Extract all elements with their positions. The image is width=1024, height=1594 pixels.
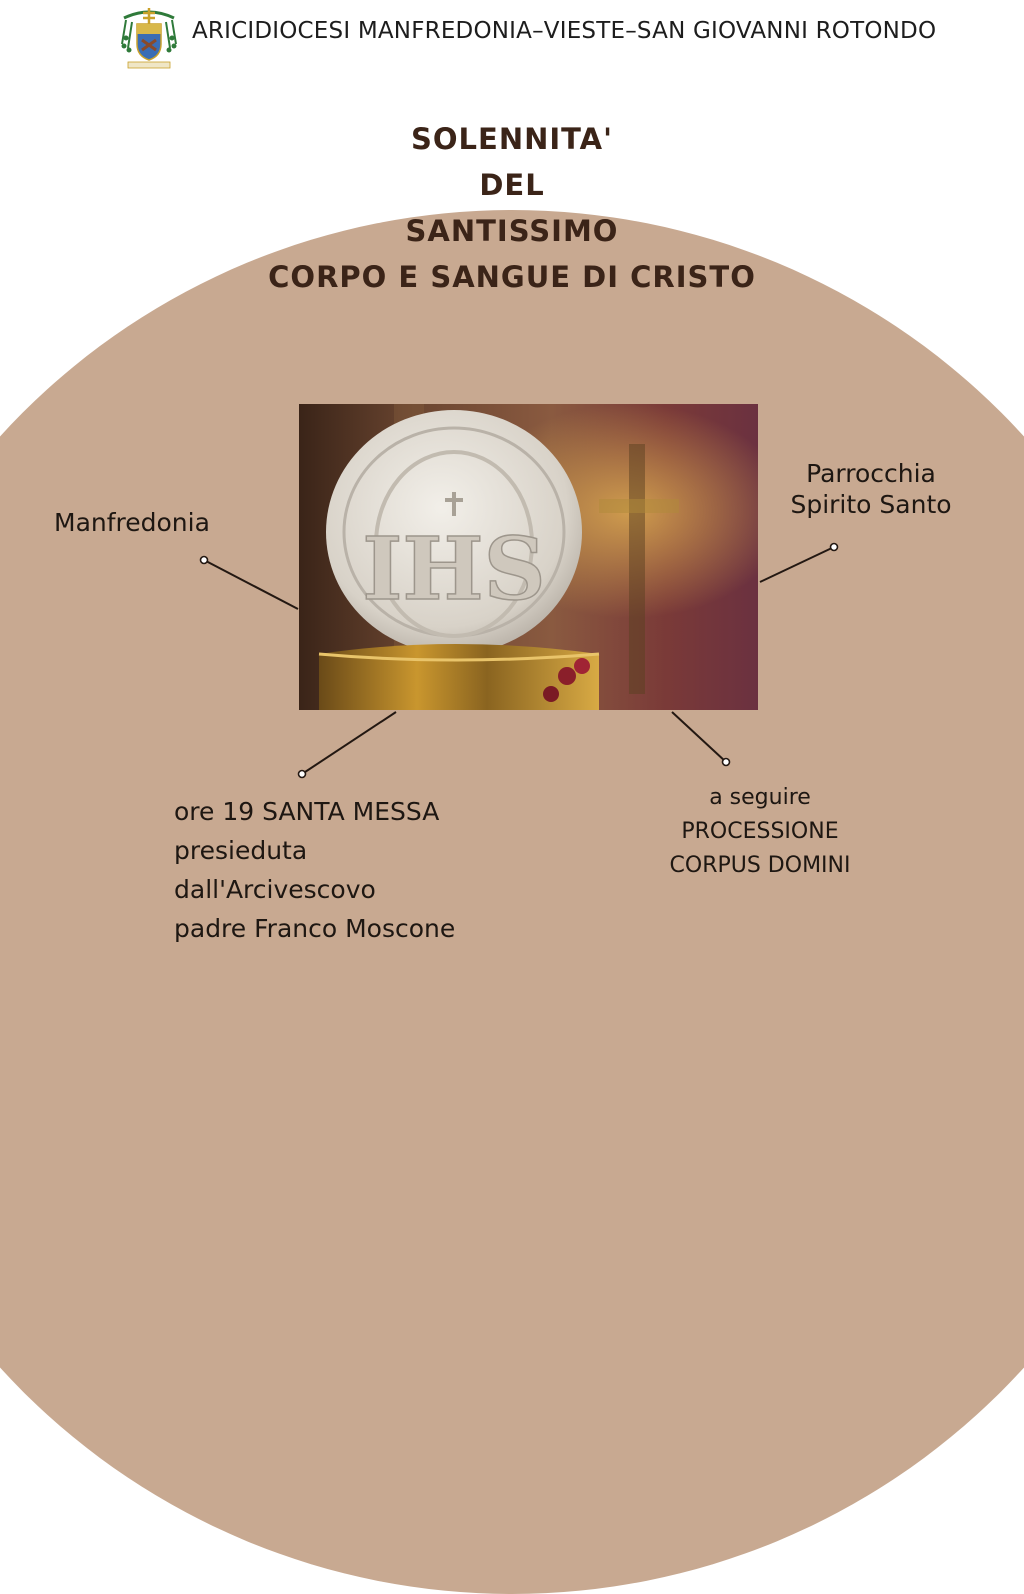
parish-line-1: Parrocchia — [806, 459, 936, 488]
procession-info — [640, 781, 880, 883]
procession-line-2: PROCESSIONE — [681, 819, 839, 844]
mass-line-3: dall'Arcivescovo — [174, 875, 376, 904]
city-label: Manfredonia — [54, 508, 210, 537]
mass-line-2: presieduta — [174, 836, 308, 865]
host-inscription: IHS — [362, 519, 546, 620]
mass-info — [174, 792, 455, 948]
diocese-name: ARICIDIOCESI MANFREDONIA–VIESTE–SAN GIOVANNI ROTONDO — [192, 18, 937, 44]
mass-line-4: padre Franco Moscone — [174, 914, 456, 943]
parish-label — [782, 458, 960, 520]
mass-line-1: ore 19 SANTA MESSA — [174, 797, 440, 826]
title-line-4: CORPO E SANGUE DI CRISTO — [268, 260, 756, 294]
procession-line-3: CORPUS DOMINI — [669, 853, 851, 878]
parish-line-2: Spirito Santo — [790, 490, 952, 519]
title-line-2: DEL — [479, 168, 545, 202]
procession-line-1: a seguire — [709, 785, 811, 810]
title-line-3: SANTISSIMO — [405, 214, 619, 248]
title-line-1: SOLENNITA' — [410, 122, 613, 156]
